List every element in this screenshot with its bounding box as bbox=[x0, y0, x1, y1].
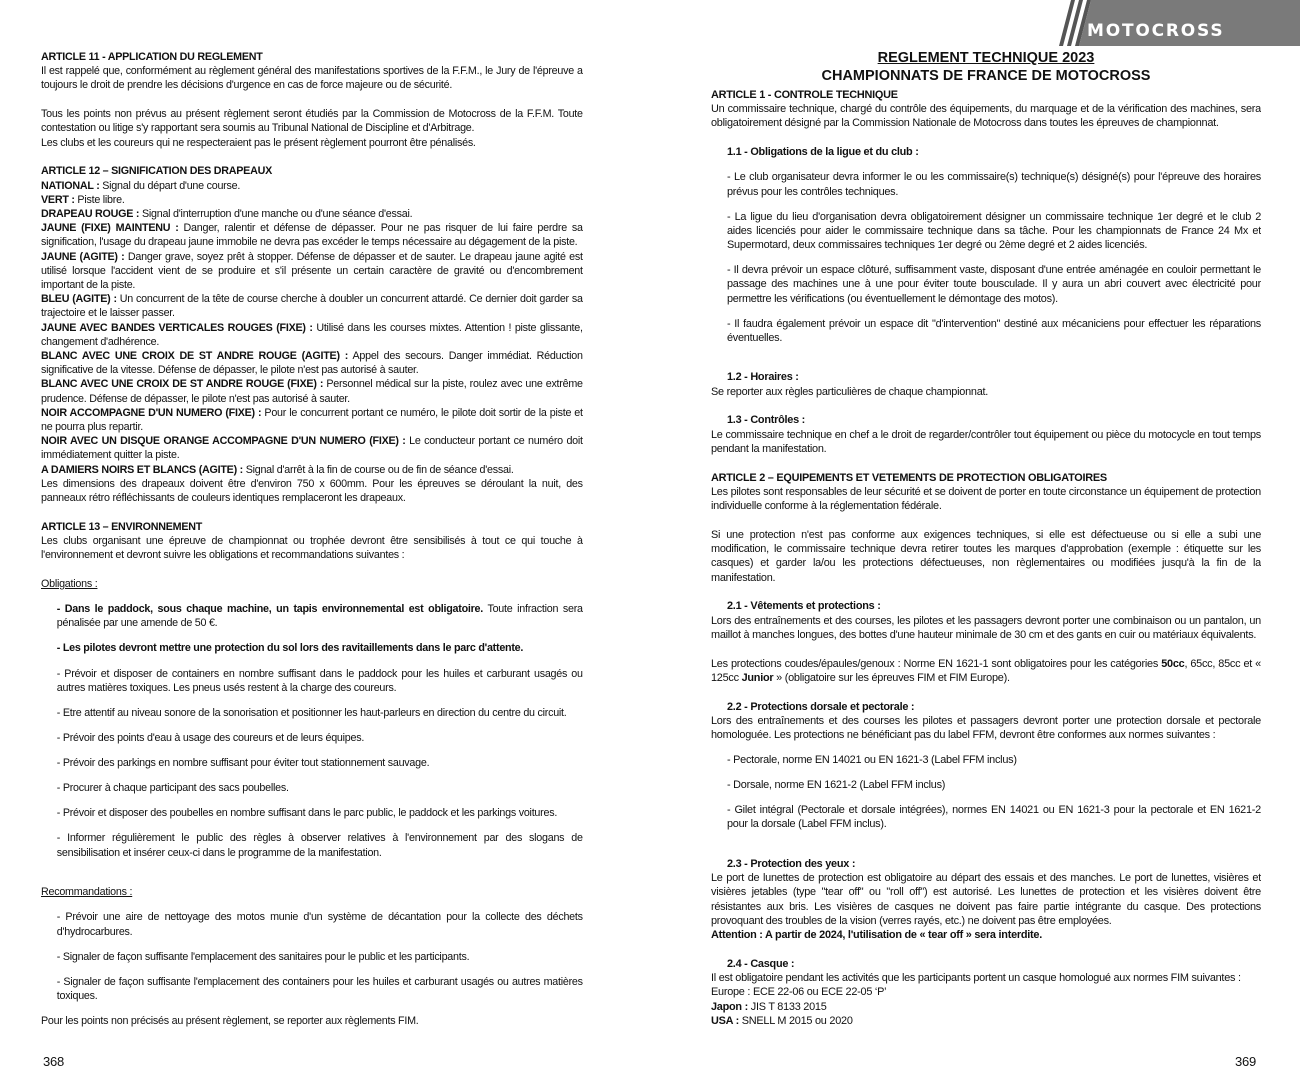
article-11-paragraph: Il est rappelé que, conformément au règlement général des manifestations sportives de la F.F.M., le Jury de l'épreuve a toujours le droit de prendre les décisions d'urgence en cas de force majeure ou de sécurité. bbox=[41, 65, 583, 92]
flag-label: NATIONAL : bbox=[41, 179, 100, 192]
flag-text: Personnel médical sur la piste, roulez avec une extrême prudence. Défense de dépasser, le pilote n'est pas autorisé à sauter. bbox=[41, 378, 583, 405]
obligation-item: - Prévoir des parkings en nombre suffisant pour éviter tout stationnement sauvage. bbox=[56, 757, 430, 770]
recommendation-item: - Signaler de façon suffisante l'emplacement des sanitaires pour le public et les participants. bbox=[56, 950, 470, 963]
categories-bold: Junior bbox=[741, 671, 774, 684]
helmet-norm bbox=[711, 1014, 1261, 1028]
obligation-item: - Etre attentif au niveau sonore de la sonorisation et positionner les haut-parleurs en direction du centre du circuit. bbox=[56, 706, 567, 719]
flag-text: Piste libre. bbox=[74, 193, 125, 206]
article-12-title: ARTICLE 12 – SIGNIFICATION DES DRAPEAUX bbox=[41, 165, 272, 178]
flag-text: Signal d'arrêt à la fin de course ou de fin de séance d'essai. bbox=[242, 463, 514, 476]
section-2-1-categories bbox=[711, 657, 1261, 685]
section-2-3-title: 2.3 - Protection des yeux : bbox=[727, 858, 856, 871]
flag-label: BLANC AVEC UNE CROIX DE ST ANDRE ROUGE (FIXE) : bbox=[41, 378, 324, 391]
recommendation-item: - Prévoir une aire de nettoyage des motos munie d'un système de décantation pour la collecte des déchets d'hydrocarbures. bbox=[56, 911, 583, 938]
flag-label: JAUNE (AGITE) : bbox=[41, 250, 125, 263]
flag-item bbox=[41, 207, 583, 221]
flag-list bbox=[41, 179, 583, 477]
flag-item bbox=[41, 406, 583, 434]
flag-text: Pour le concurrent portant ce numéro, le pilote doit sortir de la piste et ne pourra plus repartir. bbox=[41, 406, 583, 434]
section-1-3-text: Le commissaire technique en chef a le droit de regarder/contrôler tout équipement ou pièce du motocycle en tout temps pendant la manifestation. bbox=[711, 428, 1261, 455]
flag-label: VERT : bbox=[41, 193, 75, 206]
article-11-title: ARTICLE 11 - APPLICATION DU REGLEMENT bbox=[41, 51, 263, 63]
section-2-3-text: Le port de lunettes de protection est obligatoire au départ des essais et des manches. Le port de lunettes, visières et visières jetables (type "tear off" ou "roll off") est autorisé. Les lunettes de protection et les visières doivent être résistantes aux bris. Les visières de casques ne doivent pas faire partie intégrante du casque. Des protections provoquant des troubles de la vision (verres rayés, etc.) ne doivent pas être employées. bbox=[711, 872, 1261, 927]
section-2-3-attention: Attention : A partir de 2024, l'utilisation de « tear off » sera interdite. bbox=[711, 929, 1042, 942]
obligation-bold: - Dans le paddock, sous chaque machine, un tapis environnemental est obligatoire. bbox=[56, 603, 484, 616]
recommendation-item: - Signaler de façon suffisante l'emplacement des containers pour les huiles et carburant usagés ou autres matières toxiques. bbox=[56, 975, 583, 1002]
section-2-2-text: Lors des entraînements et des courses les pilotes et passagers devront porter une protection dorsale et pectorale homologuée. Les protections ne bénéficiant pas du label FFM, devront être conformes aux normes suivantes : bbox=[711, 714, 1261, 741]
page-number-right: 369 bbox=[1235, 1054, 1256, 1069]
obligation-item: - Procurer à chaque participant des sacs poubelles. bbox=[56, 782, 289, 795]
document-title-line-2: CHAMPIONNATS DE FRANCE DE MOTOCROSS bbox=[821, 67, 1151, 84]
flag-text: Signal du départ d'une course. bbox=[99, 179, 241, 192]
flag-text: Utilisé dans les courses mixtes. Attention ! piste glissante, changement d'adhérence. bbox=[41, 321, 583, 348]
section-2-2-item: - Dorsale, norme EN 1621-2 (Label FFM inclus) bbox=[727, 779, 946, 792]
article-11-paragraph: Les clubs et les coureurs qui ne respecteraient pas le présent règlement pourront être pénalisés. bbox=[41, 136, 476, 149]
left-column bbox=[41, 50, 583, 1028]
article-13-closing: Pour les points non précisés au présent règlement, se reporter aux règlements FIM. bbox=[41, 1015, 419, 1027]
obligations-label: Obligations : bbox=[41, 578, 98, 591]
flag-item bbox=[41, 377, 583, 405]
flag-label: DRAPEAU ROUGE : bbox=[41, 208, 140, 221]
section-2-1-title: 2.1 - Vêtements et protections : bbox=[727, 600, 881, 613]
section-2-2-item: - Pectorale, norme EN 14021 ou EN 1621-3 (Label FFM inclus) bbox=[727, 754, 1017, 766]
article-2-paragraph: Si une protection n'est pas conforme aux exigences techniques, si elle est défectueuse ou si elle a subi une modification, le commissaire technique devra retirer toutes les marques d'approbation (exemple : étiquette sur les casques) et garder la/ou les protections défectueuses, non règlementaires ou modifiées jusqu'à la fin de la manifestation. bbox=[711, 528, 1261, 584]
flag-text: Danger grave, soyez prêt à stopper. Défense de dépasser et de sauter. Le drapeau jaune agité est utilisé lorsque l'accident vient de se produire et s'il présente un certain caractère de gravité ou d'encombrement important de la piste. bbox=[41, 250, 583, 292]
obligation-item: - Prévoir et disposer des poubelles en nombre suffisant dans le parc public, le paddock et les parkings voitures. bbox=[56, 807, 558, 820]
flag-item bbox=[41, 292, 583, 320]
section-2-1-text: Lors des entraînements et des courses, les pilotes et les passagers devront porter une combinaison ou un pantalon, un maillot à manches longues, des bottes d'une hauteur minimale de 30 cm et des gants en cuir ou matériaux équivalents. bbox=[711, 614, 1261, 641]
brand-title: MOTOCROSS bbox=[1087, 21, 1225, 41]
obligation-item: - Les pilotes devront mettre une protection du sol lors des ravitaillements dans le parc d'attente. bbox=[56, 642, 524, 655]
flag-label: A DAMIERS NOIRS ET BLANCS (AGITE) : bbox=[41, 463, 243, 476]
document-title bbox=[711, 50, 1261, 85]
article-2-title: ARTICLE 2 – EQUIPEMENTS ET VETEMENTS DE PROTECTION OBLIGATOIRES bbox=[711, 471, 1107, 484]
flag-item bbox=[41, 193, 583, 207]
flag-item bbox=[41, 349, 583, 377]
flag-label: NOIR ACCOMPAGNE D'UN NUMERO (FIXE) : bbox=[41, 406, 262, 419]
categories-text: Les protections coudes/épaules/genoux : Norme EN 1621-1 sont obligatoires pour les catégories bbox=[711, 657, 1162, 670]
section-1-1-item: - Il devra prévoir un espace clôturé, suffisamment vaste, disposant d'une entrée aménagée en couloir permettant le passage des machines une à une pour éviter toute bousculade. Il y aura un abri couvert avec électricité pour permettre les vérifications (ou éventuellement le démontage des motos). bbox=[727, 264, 1261, 305]
helmet-norm bbox=[711, 1000, 1261, 1014]
flag-text: Signal d'interruption d'une manche ou d'une séance d'essai. bbox=[139, 208, 413, 221]
helmet-norm-text: JIS T 8133 2015 bbox=[747, 1000, 827, 1013]
section-1-1-title: 1.1 - Obligations de la ligue et du club : bbox=[727, 146, 919, 159]
section-1-2-text: Se reporter aux règles particulières de chaque championnat. bbox=[711, 385, 989, 398]
obligation-item bbox=[41, 602, 583, 630]
recommendations-label: Recommandations : bbox=[41, 886, 133, 899]
section-2-2-item: - Gilet intégral (Pectorale et dorsale intégrées), normes EN 14021 ou EN 1621-3 pour la pectorale et EN 1621-2 pour la dorsale (Label FFM inclus). bbox=[727, 804, 1261, 831]
flag-dimensions: Les dimensions des drapeaux doivent être d'environ 750 x 600mm. Pour les épreuves se déroulant la nuit, des panneaux rétro réfléchissants de couleurs identiques remplaceront les drapeaux. bbox=[41, 477, 583, 505]
flag-label: BLANC AVEC UNE CROIX DE ST ANDRE ROUGE (AGITE) : bbox=[41, 350, 349, 363]
obligation-text: Toute infraction sera pénalisée par une amende de 50 €. bbox=[56, 603, 583, 630]
obligation-item: - Informer régulièrement le public des règles à observer relatives à l'environnement par des slogans de sensibilisation et insérer ceux-ci dans le programme de la manifestation. bbox=[56, 832, 583, 859]
left-page bbox=[41, 0, 591, 1092]
article-1-title: ARTICLE 1 - CONTROLE TECHNIQUE bbox=[711, 89, 898, 101]
article-11-paragraph: Tous les points non prévus au présent règlement seront étudiés par la Commission de Motocross de la F.F.M. Toute contestation ou litige s'y rapportant sera soumis au Tribunal National de Discipline et d'Arbitrage. bbox=[41, 108, 583, 135]
flag-text: Le conducteur portant ce numéro doit immédiatement quitter la piste. bbox=[41, 435, 583, 462]
article-2-paragraph: Les pilotes sont responsables de leur sécurité et se doivent de porter en toute circonstance un équipement de protection individuelle conforme à la réglementation fédérale. bbox=[711, 485, 1261, 513]
helmet-norm-text: SNELL M 2015 ou 2020 bbox=[739, 1014, 853, 1027]
categories-text: » (obligatoire sur les épreuves FIM et FIM Europe). bbox=[773, 671, 1010, 684]
flag-item bbox=[41, 434, 583, 462]
flag-item bbox=[41, 463, 583, 477]
flag-item bbox=[41, 321, 583, 349]
section-2-4-title: 2.4 - Casque : bbox=[727, 957, 795, 970]
section-1-1-item: - Il faudra également prévoir un espace dit "d'intervention" destiné aux mécaniciens pour effectuer les réparations éventuelles. bbox=[727, 317, 1261, 344]
flag-item bbox=[41, 221, 583, 249]
categories-bold: 50cc bbox=[1161, 657, 1185, 670]
article-1-intro: Un commissaire technique, chargé du contrôle des équipements, du marquage et de la vérification des machines, sera obligatoirement désigné par la Commission Nationale de Motocross dans toutes les épreuves de championnat. bbox=[711, 103, 1261, 130]
obligation-item: - Prévoir et disposer de containers en nombre suffisant dans le paddock pour les huiles et carburant usagés ou autres matières toxiques. Les pneus usés restent à la charge des coureurs. bbox=[56, 667, 583, 694]
section-1-1-item: - La ligue du lieu d'organisation devra obligatoirement désigner un commissaire technique 1er degré et le club 2 aides licenciés pour aider le commissaire technique dans sa tâche. Pour les championnats de France 24 Mx et Supermotard, deux commissaires techniques 1er degré ou 2ème degré et 2 aides licenciés. bbox=[727, 210, 1261, 251]
article-13-title: ARTICLE 13 – ENVIRONNEMENT bbox=[41, 520, 203, 533]
right-column bbox=[711, 50, 1261, 1028]
page-number-left: 368 bbox=[43, 1054, 64, 1069]
section-1-2-title: 1.2 - Horaires : bbox=[727, 371, 799, 384]
flag-label: JAUNE (FIXE) MAINTENU : bbox=[41, 222, 179, 235]
right-page bbox=[711, 0, 1261, 1092]
flag-text: Appel des secours. Danger immédiat. Réduction significative de la vitesse. Défense de dépasser, le pilote n'est pas autorisé à sauter. bbox=[41, 350, 583, 377]
flag-text: Un concurrent de la tête de course cherche à doubler un concurrent attardé. Ce dernier doit garder sa trajectoire et le laisser passer. bbox=[41, 293, 583, 320]
helmet-norm bbox=[711, 985, 1261, 999]
flag-item bbox=[41, 250, 583, 293]
flag-label: JAUNE AVEC BANDES VERTICALES ROUGES (FIXE) : bbox=[41, 321, 313, 334]
flag-item bbox=[41, 179, 583, 193]
section-2-4-text: Il est obligatoire pendant les activités que les participants portent un casque homologué aux normes FIM suivantes : bbox=[711, 972, 1241, 985]
categories-text: , 65cc, 85cc et « 125cc bbox=[711, 657, 1261, 684]
section-1-1-item: - Le club organisateur devra informer le ou les commissaire(s) technique(s) désigné(s) pour l'épreuve des horaires prévus pour les contrôles techniques. bbox=[727, 171, 1261, 198]
article-13-intro: Les clubs organisant une épreuve de championnat ou trophée devront être sensibilisés à tout ce qui touche à l'environnement et devront suivre les obligations et recommandations suivantes : bbox=[41, 535, 583, 562]
document-title-line-1: REGLEMENT TECHNIQUE 2023 bbox=[877, 50, 1095, 66]
section-1-3-title: 1.3 - Contrôles : bbox=[727, 414, 806, 427]
flag-label: BLEU (AGITE) : bbox=[41, 293, 117, 306]
helmet-norm-label: USA : bbox=[711, 1014, 739, 1027]
obligation-item: - Prévoir des points d'eau à usage des coureurs et de leurs équipes. bbox=[56, 731, 365, 744]
flag-text: Danger, ralentir et défense de dépasser. Pour ne pas risquer de lui faire perdre sa signification, l'usage du drapeau jaune immobile ne devra pas excéder le temps nécessaire au dégagement de la piste. bbox=[41, 222, 583, 249]
helmet-norm-text: Europe : ECE 22-06 ou ECE 22-05 ‘P’ bbox=[711, 986, 887, 999]
helmet-norm-label: Japon : bbox=[711, 1000, 748, 1013]
flag-label: NOIR AVEC UN DISQUE ORANGE ACCOMPAGNE D'UN NUMERO (FIXE) : bbox=[41, 435, 406, 448]
section-2-2-title: 2.2 - Protections dorsale et pectorale : bbox=[727, 700, 915, 713]
